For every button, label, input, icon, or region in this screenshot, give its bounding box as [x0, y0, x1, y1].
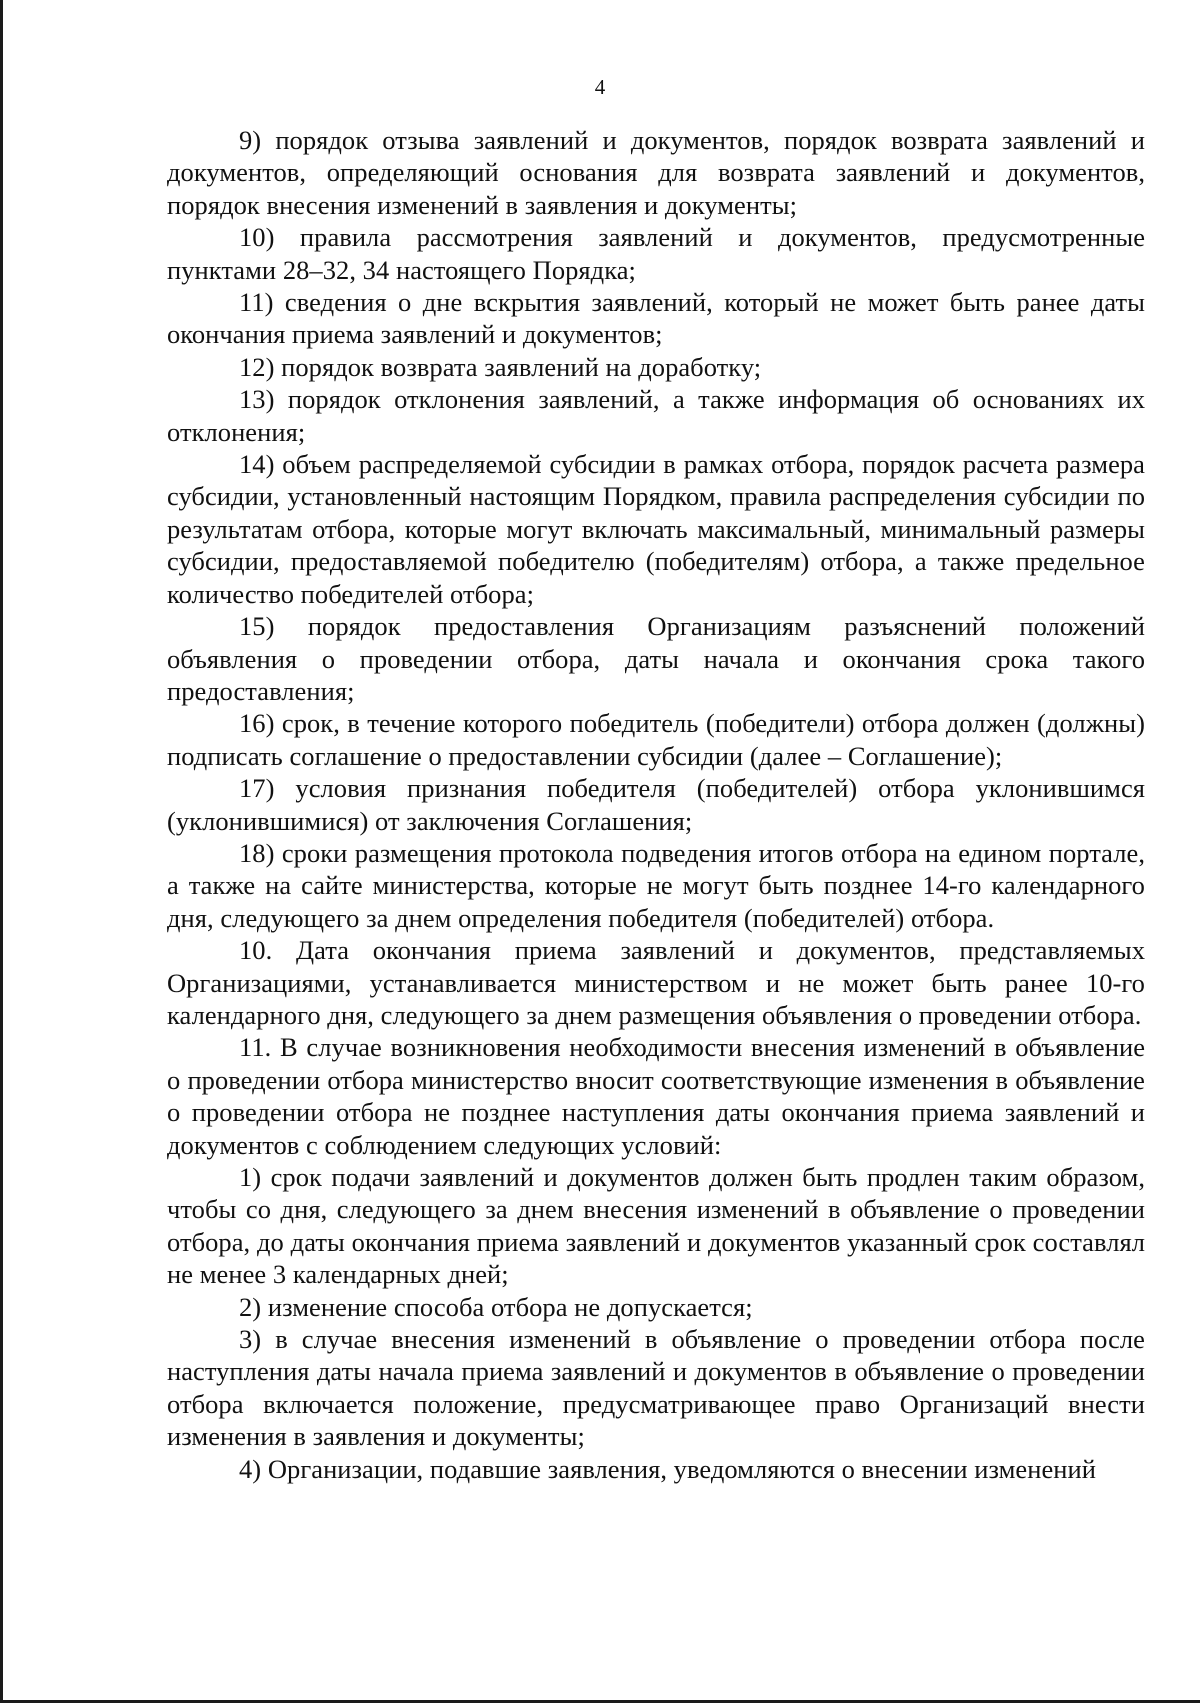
paragraph-condition-4: 4) Организации, подавшие заявления, уведомляются о внесении изменений [239, 1453, 1096, 1484]
paragraph-clause-10: 10. Дата окончания приема заявлений и документов, представляемых Организациями, устанавливается министерством и не может быть ранее 10-го календарного дня, следующего за днем размещения объявления о проведении отбора. [167, 935, 1145, 1030]
paragraph-condition-2: 2) изменение способа отбора не допускается; [239, 1291, 753, 1322]
document-body [167, 124, 1145, 1485]
paragraph-item-14: 14) объем распределяемой субсидии в рамках отбора, порядок расчета размера субсидии, установленный настоящим Порядком, правила распределения субсидии по результатам отбора, которые могут включать максимальный, минимальный размеры субсидии, предоставляемой победителю (победителям) отбора, а также предельное количество победителей отбора; [167, 449, 1145, 609]
paragraph-item-11: 11) сведения о дне вскрытия заявлений, который не может быть ранее даты окончания приема заявлений и документов; [167, 287, 1145, 350]
paragraph-clause-11: 11. В случае возникновения необходимости внесения изменений в объявление о проведении отбора министерство вносит соответствующие изменения в объявление о проведении отбора не позднее наступления даты окончания приема заявлений и документов с соблюдением следующих условий: [167, 1032, 1145, 1160]
scan-left-edge [0, 0, 3, 1703]
paragraph-item-10: 10) правила рассмотрения заявлений и документов, предусмотренные пунктами 28–32, 34 настоящего Порядка; [167, 222, 1145, 285]
paragraph-item-18: 18) сроки размещения протокола подведения итогов отбора на едином портале, а также на сайте министерства, которые не могут быть позднее 14-го календарного дня, следующего за днем определения победителя (победителей) отбора. [167, 837, 1145, 933]
paragraph-item-16: 16) срок, в течение которого победитель (победители) отбора должен (должны) подписать соглашение о предоставлении субсидии (далее – Соглашение); [167, 708, 1145, 771]
paragraph-item-15: 15) порядок предоставления Организациям разъяснений положений объявления о проведении отбора, даты начала и окончания срока такого предоставления; [167, 611, 1145, 706]
paragraph-condition-3: 3) в случае внесения изменений в объявление о проведении отбора после наступления даты начала приема заявлений и документов в объявление о проведении отбора включается положение, предусматривающее право Организаций внести изменения в заявления и документы; [167, 1324, 1145, 1452]
paragraph-condition-1: 1) срок подачи заявлений и документов должен быть продлен таким образом, чтобы со дня, следующего за днем внесения изменений в объявление о проведении отбора, до даты окончания приема заявлений и документов указанный срок составлял не менее 3 календарных дней; [167, 1162, 1145, 1290]
paragraph-item-13: 13) порядок отклонения заявлений, а также информация об основаниях их отклонения; [167, 384, 1145, 447]
paragraph-item-17: 17) условия признания победителя (победителей) отбора уклонившимся (уклонившимися) от заключения Соглашения; [167, 773, 1145, 836]
paragraph-item-9: 9) порядок отзыва заявлений и документов, порядок возврата заявлений и документов, определяющий основания для возврата заявлений и документов, порядок внесения изменений в заявления и документы; [167, 125, 1145, 220]
page-number: 4 [594, 75, 606, 99]
paragraph-item-12: 12) порядок возврата заявлений на доработку; [239, 351, 762, 382]
